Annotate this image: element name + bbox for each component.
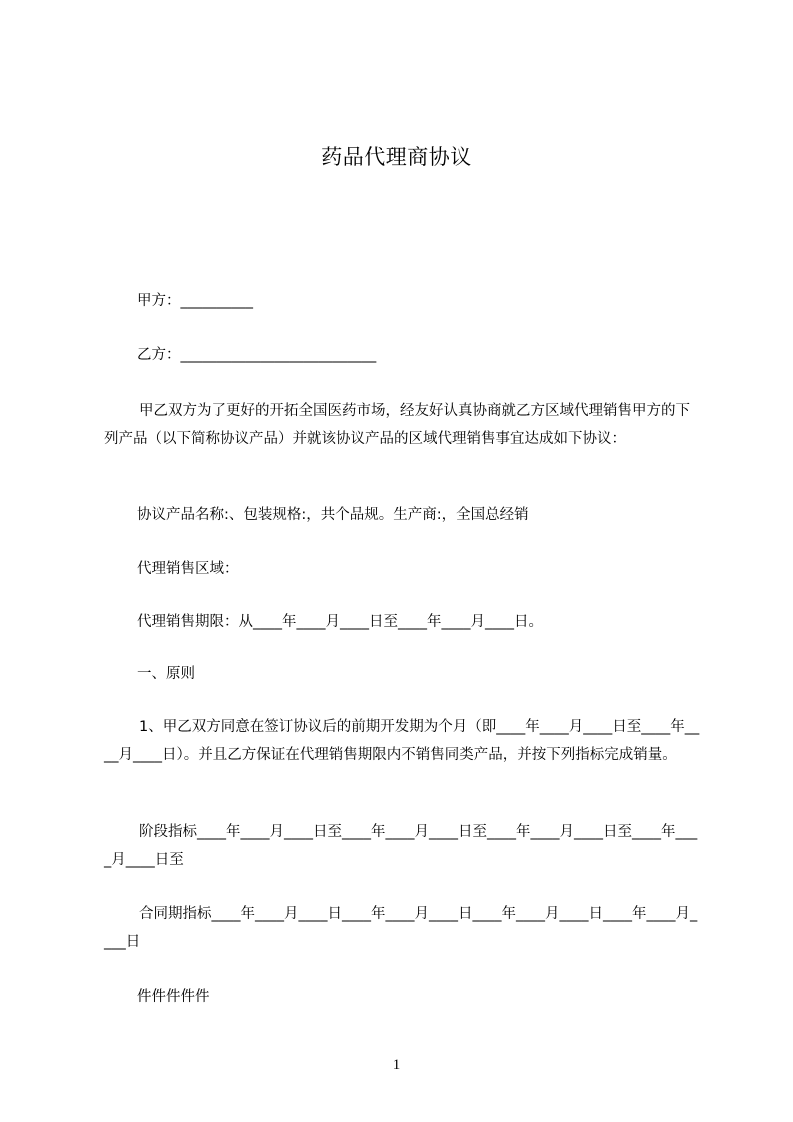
sales-region-line: 代理销售区域： — [137, 561, 239, 577]
same-period-targets-paragraph: 合同期指标____年____月____日____年____月____日____年____月____日____年____月____日 — [104, 906, 698, 950]
intro-paragraph: 甲乙双方为了更好的开拓全国医药市场，经友好认真协商就乙方区域代理销售甲方的下列产品（以下简称协议产品）并就该协议产品的区域代理销售事宜达成如下协议： — [104, 403, 690, 447]
product-info-line: 协议产品名称:、包装规格:，共个品规。生产商:，全国总经销 — [137, 507, 529, 523]
units-line: 件件件件件 — [137, 989, 210, 1005]
page-number: 1 — [392, 1057, 401, 1073]
party-a-line: 甲方：__________ — [137, 293, 253, 309]
sales-period-line: 代理销售期限：从____年____月____日至____年____月____日。 — [137, 614, 543, 630]
section-1-heading: 一、原则 — [137, 666, 195, 682]
clause-1-paragraph: 1、甲乙双方同意在签订协议后的前期开发期为个月（即____年____月____日至____年____月____日）。并且乙方保证在代理销售期限内不销售同类产品，并按下列指标完成销量。 — [104, 719, 700, 763]
document-title: 药品代理商协议 — [321, 145, 472, 169]
stage-targets-paragraph: 阶段指标____年____月____日至____年____月____日至____年____月____日至____年____月____日至 — [104, 824, 698, 868]
party-b-line: 乙方：___________________________ — [137, 347, 377, 363]
